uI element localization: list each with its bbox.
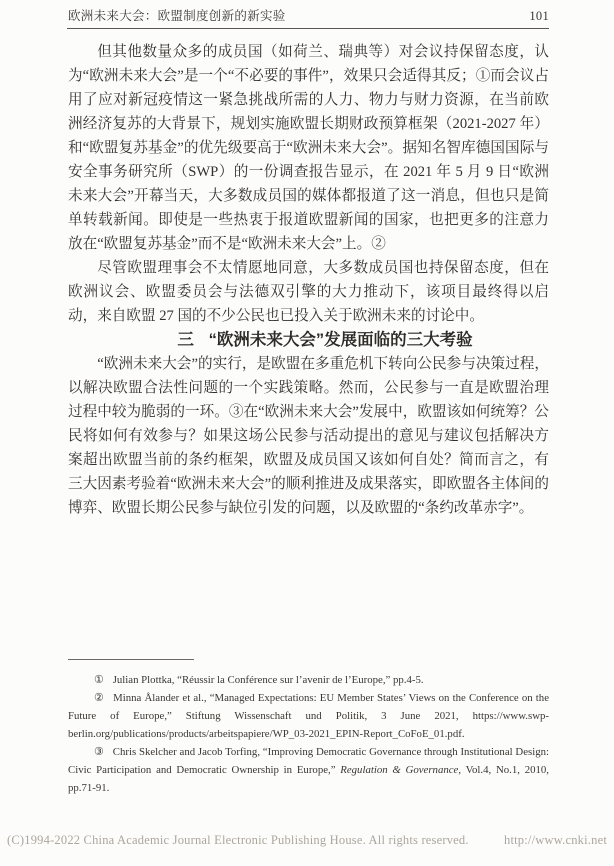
footnote-text: , Vol.4, No.1, 2010, pp.71-91. bbox=[68, 764, 549, 794]
page-footer bbox=[7, 833, 607, 848]
footnote bbox=[68, 671, 549, 689]
copyright-notice: (C)1994-2022 China Academic Journal Electronic Publishing House. All rights reserved. bbox=[7, 833, 469, 847]
footnote-separator bbox=[68, 659, 194, 660]
footnote bbox=[68, 689, 549, 743]
footnote-marker: ③ bbox=[94, 746, 104, 758]
section-number: 三 bbox=[177, 331, 194, 349]
footnote bbox=[68, 743, 549, 797]
page-number: 101 bbox=[529, 9, 549, 23]
paragraph: “欧洲未来大会”的实行，是欧盟在多重危机下转向公民参与决策过程，以解决欧盟合法性问题的一个实践策略。然而，公民参与一直是欧盟治理过程中较为脆弱的一环。③在“欧洲未来大会”发展中，欧盟该如何统筹？公民将如何有效参与？如果这场公民参与活动提出的意见与建议包括解决方案超出欧盟当前的条约框架，欧盟及成员国又该如何自处？简而言之，有三大因素考验着“欧洲未来大会”的顺利推进及成果落实，即欧盟各主体间的博弈、欧盟长期公民参与缺位引发的问题，以及欧盟的“条约改革赤字”。 bbox=[68, 356, 549, 516]
running-header-title: 欧洲未来大会：欧盟制度创新的新实验 bbox=[68, 9, 286, 23]
footnote-text-italic: Regulation & Governance bbox=[340, 764, 459, 776]
article-body bbox=[68, 40, 549, 520]
footnotes bbox=[68, 659, 549, 797]
footnote-text: Chris Skelcher and Jacob Torfing, “Improving Democratic Governance through Institutional Design: Civic Participation and Democratic Ownership in Europe,” bbox=[68, 746, 549, 776]
paragraph: 尽管欧盟理事会不太情愿地同意，大多数成员国也持保留态度，但在欧洲议会、欧盟委员会与法德双引擎的大力推动下，该项目最终得以启动，来自欧盟 27 国的不少公民也已投入关于欧洲未来的讨论中。 bbox=[68, 260, 549, 324]
cnki-url: http://www.cnki.net bbox=[504, 833, 607, 847]
running-header bbox=[68, 6, 549, 24]
section-title: “欧洲未来大会”发展面临的三大考验 bbox=[208, 331, 473, 349]
footnote-marker: ② bbox=[94, 692, 105, 704]
footnote-text: Julian Plottka, “Réussir la Conférence sur l’avenir de l’Europe,” pp.4-5. bbox=[112, 674, 424, 686]
footnote-marker: ① bbox=[94, 674, 104, 686]
header-rule bbox=[67, 28, 549, 29]
section-heading bbox=[68, 328, 549, 352]
paragraph: 但其他数量众多的成员国（如荷兰、瑞典等）对会议持保留态度，认为“欧洲未来大会”是一个“不必要的事件”，效果只会适得其反；①而会议占用了应对新冠疫情这一紧急挑战所需的人力、物力与财力资源，在当前欧洲经济复苏的大背景下，规划实施欧盟长期财政预算框架（2021-2027 年）和“欧盟复苏基金”的优先级要高于“欧洲未来大会”。据知名智库德国国际与安全事务研究所（SWP）的一份调查报告显示，在 2021 年 5 月 9 日“欧洲未来大会”开幕当天，大多数成员国的媒体都报道了这一消息，但也只是简单转载新闻。即使是一些热衷于报道欧盟新闻的国家，也把更多的注意力放在“欧盟复苏基金”而不是“欧洲未来大会”上。② bbox=[68, 44, 549, 252]
footnote-text: Minna Ålander et al., “Managed Expectations: EU Member States’ Views on the Conference on the Future of Europe,” Stiftung Wissenschaft und Politik, 3 June 2021, https://www.swp-berlin.org/publications/products/arbeitspapiere/WP_03-2021_EPIN-Report_CoFoE_01.pdf. bbox=[68, 692, 549, 740]
